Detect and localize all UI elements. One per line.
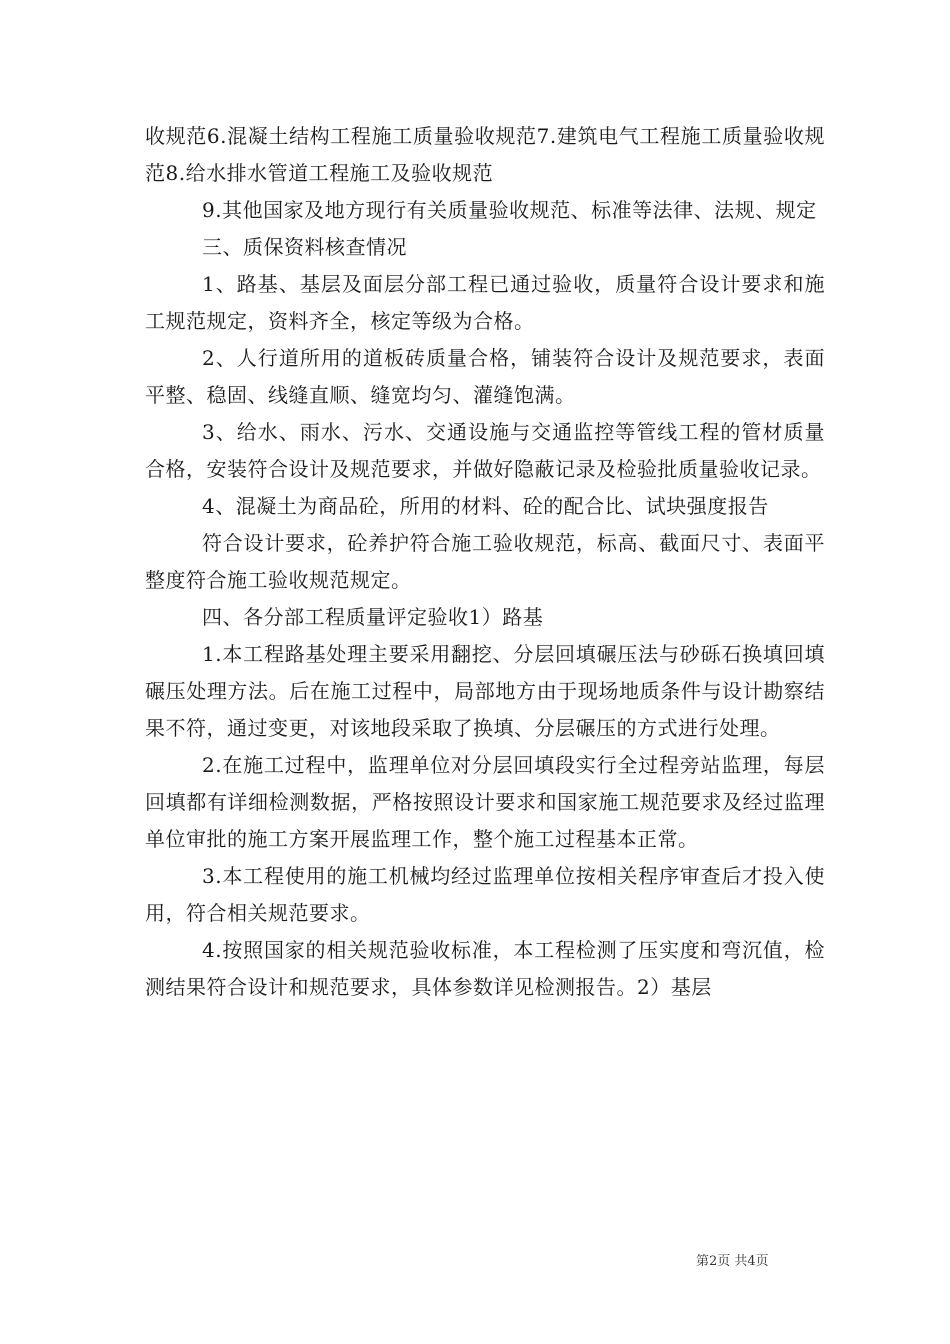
section-heading-quality-docs: 三、质保资料核查情况 [202,235,407,259]
paragraph-subgrade-2: 2.在施工过程中，监理单位对分层回填段实行全过程旁站监理，每层回填都有详细检测数据，严格按照设计要求和国家施工规范要求及经过监理单位审批的施工方案开展监理工作，整个施工过程基本正常。 [145,753,825,851]
paragraph-other-regulations: 9.其他国家及地方现行有关质量验收规范、标准等法律、法规、规定 [202,198,817,222]
paragraph-subgrade-1: 1.本工程路基处理主要采用翻挖、分层回填碾压法与砂砾石换填回填碾压处理方法。后在施工过程中，局部地方由于现场地质条件与设计勘察结果不符，通过变更，对该地段采取了换填、分层碾压的方式进行处理。 [145,642,825,740]
paragraph-item-1: 1、路基、基层及面层分部工程已通过验收，质量符合设计要求和施工规范规定，资料齐全，核定等级为合格。 [145,272,825,333]
paragraph-item-3: 3、给水、雨水、污水、交通设施与交通监控等管线工程的管材质量合格，安装符合设计及规范要求，并做好隐蔽记录及检验批质量验收记录。 [145,420,825,481]
document-body [145,118,825,1006]
paragraph-spec-list-continued: 收规范6.混凝土结构工程施工质量验收规范7.建筑电气工程施工质量验收规范8.给水排水管道工程施工及验收规范 [145,124,825,185]
paragraph-subgrade-3: 3.本工程使用的施工机械均经过监理单位按相关程序审查后才投入使用，符合相关规范要求。 [145,864,825,925]
paragraph-item-4: 4、混凝土为商品砼，所用的材料、砼的配合比、试块强度报告 [202,494,769,518]
paragraph-subgrade-4: 4.按照国家的相关规范验收标准，本工程检测了压实度和弯沉值，检测结果符合设计和规范要求，具体参数详见检测报告。2）基层 [145,938,825,999]
paragraph-item-4-continued: 符合设计要求，砼养护符合施工验收规范，标高、截面尺寸、表面平整度符合施工验收规范规定。 [145,531,825,592]
paragraph-item-2: 2、人行道所用的道板砖质量合格，铺装符合设计及规范要求，表面平整、稳固、线缝直顺、缝宽均匀、灌缝饱满。 [145,346,825,407]
section-heading-quality-assessment: 四、各分部工程质量评定验收1）路基 [202,605,544,629]
page-number: 第2页 共4页 [696,1254,769,1269]
